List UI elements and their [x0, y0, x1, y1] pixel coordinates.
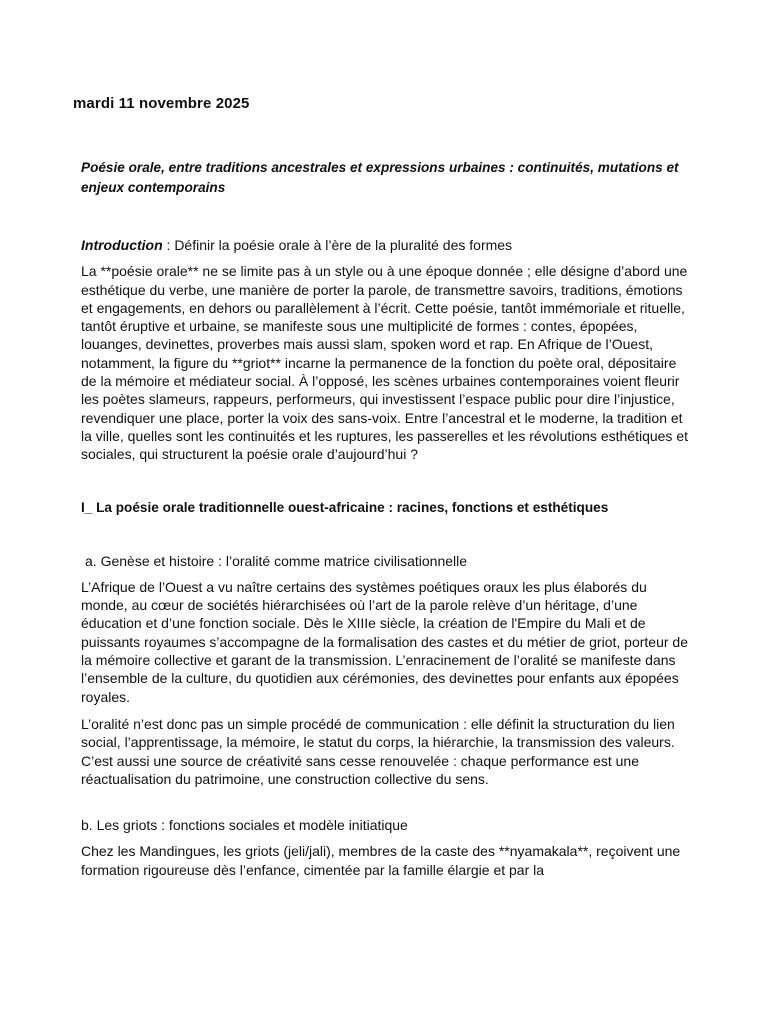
- introduction-subtitle: : Définir la poésie orale à l’ère de la pluralité des formes: [162, 237, 513, 253]
- section-heading: I_ La poésie orale traditionnelle ouest-africaine : racines, fonctions et esthétiques: [81, 499, 609, 515]
- subsection-heading-b: b. Les griots : fonctions sociales et modèle initiatique: [81, 817, 408, 834]
- subsection-a-paragraph-2: L’oralité n’est donc pas un simple procédé de communication : elle définit la structuration du lien social, l’apprentissage, la mémoire, le statut du corps, la hiérarchie, la transmission des valeurs. C’est aussi une source de créativité sans cesse renouvelée : chaque performance est une réactualisation du patrimoine, une construction collective du sens.: [81, 715, 675, 787]
- introduction-paragraph: La **poésie orale** ne se limite pas à un style ou à une époque donnée ; elle désigne d’abord une esthétique du verbe, une manière de porter la parole, de transmettre savoirs, traditions, émotions et engagements, en dehors ou parallèlement à l’écrit. Cette poésie, tantôt immémoriale et rituelle, tantôt éruptive et urbaine, se manifeste sous une multiplicité de formes : contes, épopées, louanges, devinettes, proverbes mais aussi slam, spoken word et rap. En Afrique de l’Ouest, notamment, la figure du **griot** incarne la permanence de la fonction du poète oral, dépositaire de la mémoire et médiateur social. À l’opposé, les scènes urbaines contemporaines voient fleurir les poètes slameurs, rappeurs, performeurs, qui investissent l’espace public pour dire l’injustice, revendiquer une place, porter la voix des sans-voix. Entre l’ancestral et le moderne, la tradition et la ville, quelles sont les continuités et les ruptures, les passerelles et les révolutions esthétiques et sociales, qui structurent la poésie orale d’aujourd’hui ?: [81, 263, 688, 463]
- subsection-heading-a: a. Genèse et histoire : l’oralité comme matrice civilisationnelle: [85, 552, 468, 569]
- document-title: Poésie orale, entre traditions ancestrales et expressions urbaines : continuités, mutations et enjeux contemporains: [81, 160, 679, 195]
- introduction-label: Introduction: [81, 237, 163, 253]
- subsection-b-paragraph-1: Chez les Mandingues, les griots (jeli/jali), membres de la caste des **nyamakala**, reçoivent une formation rigoureuse dès l’enfance, cimentée par la famille élargie et par la: [81, 843, 681, 878]
- document-body: [81, 158, 693, 888]
- introduction-heading: [81, 236, 693, 254]
- subsection-a-paragraph-1: L’Afrique de l’Ouest a vu naître certains des systèmes poétiques oraux les plus élaborés du monde, au cœur de sociétés hiérarchisées où l’art de la parole relève d’un héritage, d’une éducation et d’une fonction sociale. Dès le XIIIe siècle, la création de l'Empire du Mali et de puissants royaumes s’accompagne de la formalisation des castes et du métier de griot, porteur de la mémoire collective et garant de la transmission. L’enracinement de l’oralité se manifeste dans l’ensemble de la culture, du quotidien aux cérémonies, des devinettes pour enfants aux épopées royales.: [81, 578, 688, 705]
- document-date: mardi 11 novembre 2025: [73, 95, 250, 112]
